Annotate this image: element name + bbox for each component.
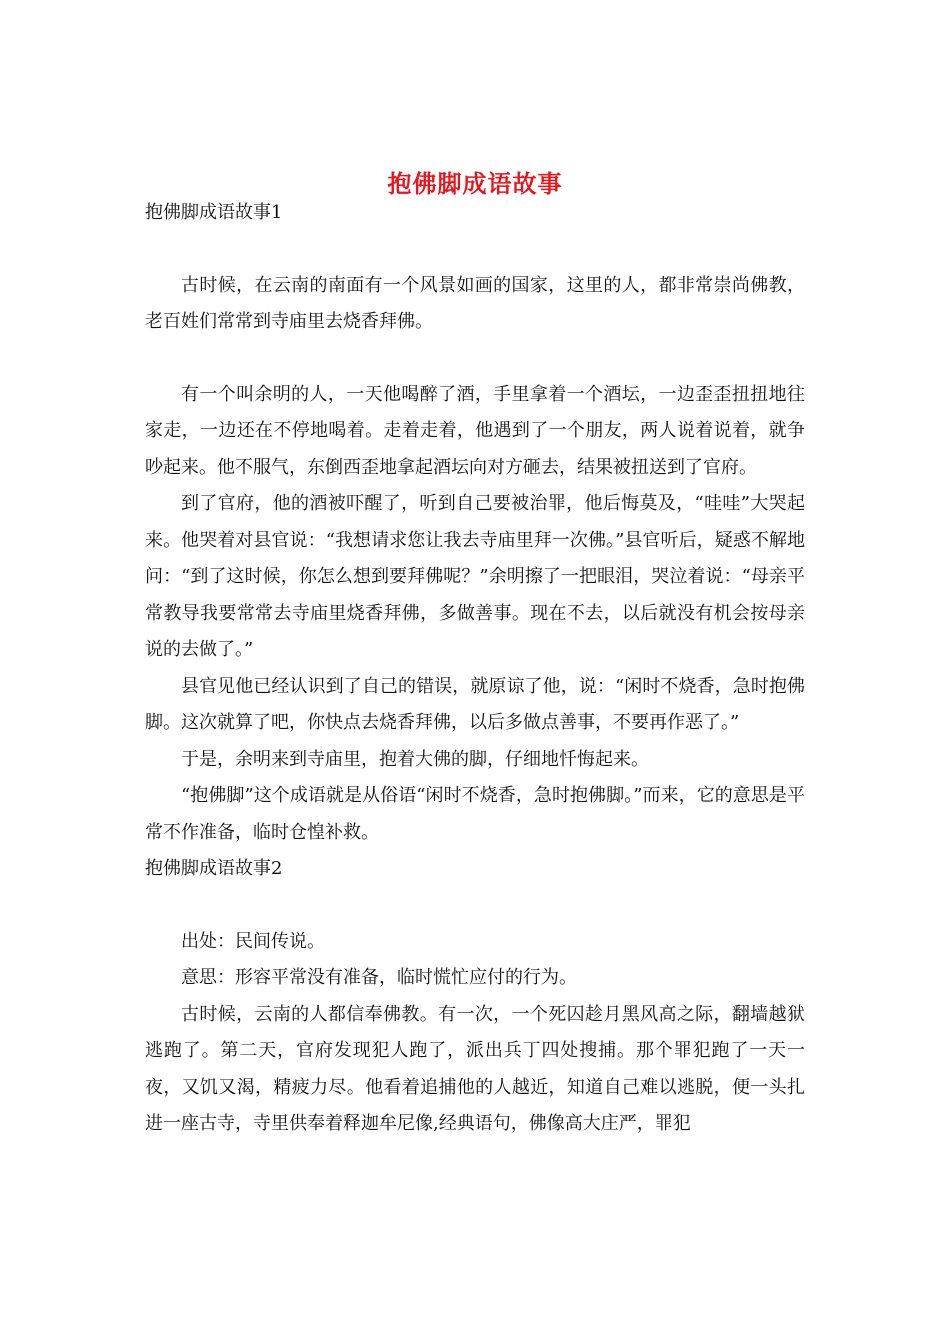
section-2-paragraph-1: 出处：民间传说。 bbox=[181, 930, 325, 952]
document-title: 抱佛脚成语故事 bbox=[387, 169, 563, 199]
section-1-paragraph-5: 于是，余明来到寺庙里，抱着大佛的脚，仔细地忏悔起来。 bbox=[181, 748, 649, 770]
section-1-paragraph-6: “抱佛脚”这个成语就是从俗语“闲时不烧香，急时抱佛脚。”而来，它的意思是平常不作准备，临时仓惶补救。 bbox=[145, 785, 805, 843]
section-2-paragraph-3: 古时候，云南的人都信奉佛教。有一次，一个死囚趁月黑风高之际，翻墙越狱逃跑了。第二天，官府发现犯人跑了，派出兵丁四处搜捕。那个罪犯跑了一天一夜，又饥又渴，精疲力尽。他看着追捕他的人越近，知道自己难以逃脱，便一头扎进一座古寺，寺里供奉着释迦牟尼像,经典语句，佛像高大庄严，罪犯 bbox=[145, 1003, 805, 1134]
section-1-paragraph-2: 有一个叫余明的人，一天他喝醉了酒，手里拿着一个酒坛，一边歪歪扭扭地往家走，一边还在不停地喝着。走着走着，他遇到了一个朋友，两人说着说着，就争吵起来。他不服气，东倒西歪地拿起酒坛向对方砸去，结果被扭送到了官府。 bbox=[145, 383, 805, 478]
section-1-paragraph-1: 古时候，在云南的南面有一个风景如画的国家，这里的人，都非常崇尚佛教，老百姓们常常到寺庙里去烧香拜佛。 bbox=[145, 274, 805, 332]
section-heading-1: 抱佛脚成语故事1 bbox=[145, 202, 283, 223]
section-2-paragraph-2: 意思：形容平常没有准备，临时慌忙应付的行为。 bbox=[181, 967, 577, 988]
document-body bbox=[145, 195, 805, 1143]
section-1-paragraph-3: 到了官府，他的酒被吓醒了，听到自己要被治罪，他后悔莫及，“哇哇”大哭起来。他哭着对县官说：“我想请求您让我去寺庙里拜一次佛。”县官听后，疑惑不解地问：“到了这时候，你怎么想到要拜佛呢？”余明擦了一把眼泪，哭泣着说：“母亲平常教导我要常常去寺庙里烧香拜佛，多做善事。现在不去，以后就没有机会按母亲说的去做了。” bbox=[145, 493, 805, 660]
section-heading-2: 抱佛脚成语故事2 bbox=[145, 858, 283, 879]
section-1-paragraph-4: 县官见他已经认识到了自己的错误，就原谅了他，说：“闲时不烧香，急时抱佛脚。这次就算了吧，你快点去烧香拜佛，以后多做点善事，不要再作恶了。” bbox=[145, 675, 805, 733]
